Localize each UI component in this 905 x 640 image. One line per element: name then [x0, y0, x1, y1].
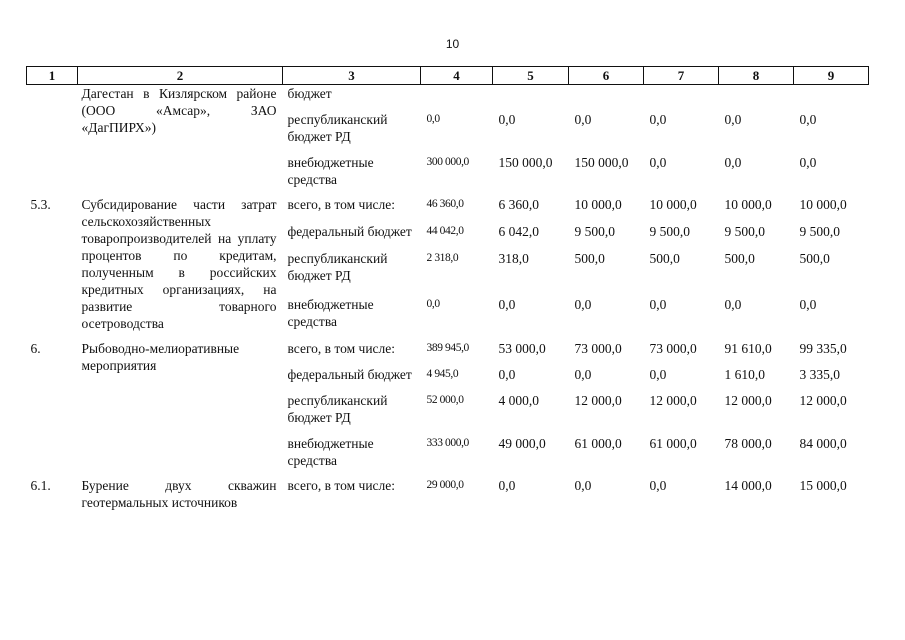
value-cell: 389 945,0	[426, 342, 469, 354]
table-row	[27, 340, 869, 357]
value-cell: 0,0	[724, 112, 742, 127]
value-cell: 99 335,0	[799, 341, 847, 356]
value-cell: 150 000,0	[498, 155, 553, 170]
funding-source: республиканский бюджет РД	[287, 251, 388, 284]
value-cell: 84 000,0	[799, 436, 847, 451]
row-separator	[27, 469, 869, 477]
table-row	[27, 196, 869, 214]
gap-cell	[283, 241, 869, 250]
value-cell: 61 000,0	[649, 436, 697, 451]
value-cell: 0,0	[426, 113, 440, 125]
value-cell: 500,0	[649, 251, 680, 267]
gap-cell	[283, 287, 869, 296]
row-separator	[27, 332, 869, 340]
value-cell: 15 000,0	[799, 478, 847, 493]
value-cell: 12 000,0	[799, 393, 847, 408]
value-cell: 318,0	[498, 251, 529, 267]
gap-cell	[283, 426, 869, 435]
value-cell: 73 000,0	[649, 341, 697, 356]
value-cell	[493, 85, 569, 103]
value-cell: 0,0	[574, 367, 592, 382]
funding-source: бюджет	[287, 86, 332, 101]
value-cell: 500,0	[724, 251, 755, 267]
table-body	[27, 85, 869, 512]
value-cell: 0,0	[574, 112, 592, 127]
value-cell: 333 000,0	[426, 437, 469, 449]
budget-table	[26, 66, 869, 511]
gap-cell	[283, 102, 869, 111]
value-cell: 0,0	[498, 296, 516, 312]
gap-cell	[283, 383, 869, 392]
value-cell: 10 000,0	[649, 197, 697, 212]
measure-name: Бурение двух скважин геотермальных источников	[81, 478, 277, 510]
value-cell: 1 610,0	[724, 367, 765, 382]
value-cell: 9 500,0	[799, 224, 840, 240]
column-header-8: 8	[719, 67, 794, 85]
value-cell: 300 000,0	[426, 156, 469, 168]
value-cell: 3 335,0	[799, 367, 840, 382]
value-cell	[644, 85, 719, 103]
value-cell: 4 000,0	[498, 393, 539, 408]
value-cell: 6 360,0	[498, 197, 539, 212]
value-cell: 0,0	[649, 112, 667, 127]
funding-source: внебюджетные средства	[287, 296, 374, 329]
value-cell: 14 000,0	[724, 478, 772, 493]
value-cell: 29 000,0	[426, 479, 464, 491]
value-cell: 49 000,0	[498, 436, 546, 451]
value-cell: 53 000,0	[498, 341, 546, 356]
value-cell: 12 000,0	[724, 393, 772, 408]
funding-source: федеральный бюджет	[287, 224, 412, 240]
gap-cell	[283, 214, 869, 223]
value-cell: 0,0	[799, 112, 817, 127]
funding-source: внебюджетные средства	[287, 155, 374, 187]
value-cell: 0,0	[574, 296, 592, 312]
value-cell: 0,0	[649, 155, 667, 170]
value-cell	[794, 85, 869, 103]
value-cell: 0,0	[426, 297, 440, 310]
value-cell: 9 500,0	[649, 224, 690, 240]
funding-source: внебюджетные средства	[287, 436, 374, 468]
value-cell: 0,0	[498, 112, 516, 127]
table-row	[27, 85, 869, 103]
value-cell: 9 500,0	[574, 224, 615, 240]
value-cell: 150 000,0	[574, 155, 629, 170]
value-cell: 10 000,0	[799, 197, 847, 212]
funding-source: федеральный бюджет	[287, 367, 412, 382]
measure-name: Дагестан в Кизлярском районе (ООО «Амсар», ЗАО «ДагПИРХ»)	[81, 86, 277, 135]
value-cell: 0,0	[574, 478, 592, 493]
funding-source: всего, в том числе:	[287, 341, 396, 356]
column-header-6: 6	[569, 67, 644, 85]
separator-cell	[27, 469, 869, 477]
row-number	[27, 85, 78, 189]
gap-cell	[283, 145, 869, 154]
value-cell	[569, 85, 644, 103]
funding-source: республиканский бюджет РД	[287, 112, 388, 144]
value-cell: 0,0	[498, 478, 516, 493]
value-cell: 78 000,0	[724, 436, 772, 451]
value-cell: 2 318,0	[426, 252, 459, 265]
value-cell: 500,0	[574, 251, 605, 267]
value-cell: 9 500,0	[724, 224, 765, 240]
value-cell: 73 000,0	[574, 341, 622, 356]
funding-source: всего, в том числе:	[287, 197, 396, 212]
value-cell: 46 360,0	[426, 198, 464, 210]
column-header-1: 1	[27, 67, 78, 85]
gap-cell	[283, 357, 869, 366]
value-cell: 12 000,0	[574, 393, 622, 408]
value-cell: 12 000,0	[649, 393, 697, 408]
value-cell: 10 000,0	[574, 197, 622, 212]
funding-source: всего, в том числе:	[287, 478, 396, 493]
value-cell: 44 042,0	[426, 225, 464, 238]
column-header-4: 4	[421, 67, 493, 85]
value-cell	[719, 85, 794, 103]
value-cell: 0,0	[649, 367, 667, 382]
separator-cell	[27, 332, 869, 340]
row-number: 5.3.	[30, 197, 51, 212]
funding-source: республиканский бюджет РД	[287, 393, 388, 425]
separator-cell	[27, 188, 869, 196]
value-cell: 0,0	[498, 367, 516, 382]
page-number: 10	[445, 37, 460, 51]
value-cell: 61 000,0	[574, 436, 622, 451]
value-cell: 91 610,0	[724, 341, 772, 356]
value-cell: 4 945,0	[426, 368, 459, 380]
table-row	[27, 477, 869, 511]
value-cell: 0,0	[724, 296, 742, 312]
column-header-7: 7	[644, 67, 719, 85]
column-header-5: 5	[493, 67, 569, 85]
header-row	[27, 67, 869, 85]
measure-name: Субсидирование части затрат сельскохозяйственных товаропроизводителей на уплату процентов по кредитам, полученным в российских кредитных организациях, на развитие товарного осетроводства	[81, 197, 277, 331]
value-cell: 0,0	[649, 296, 667, 312]
column-header-2: 2	[78, 67, 283, 85]
column-header-3: 3	[283, 67, 421, 85]
column-header-9: 9	[794, 67, 869, 85]
value-cell: 500,0	[799, 251, 830, 267]
row-number: 6.	[30, 341, 41, 356]
value-cell: 10 000,0	[724, 197, 772, 212]
value-cell: 52 000,0	[426, 394, 464, 406]
row-separator	[27, 188, 869, 196]
value-cell: 6 042,0	[498, 224, 539, 240]
value-cell: 0,0	[724, 155, 742, 170]
value-cell	[421, 85, 493, 103]
row-number: 6.1.	[30, 478, 51, 493]
measure-name: Рыбоводно-мелиоративные мероприятия	[81, 341, 240, 373]
value-cell: 0,0	[799, 296, 817, 312]
value-cell: 0,0	[649, 478, 667, 493]
value-cell: 0,0	[799, 155, 817, 170]
